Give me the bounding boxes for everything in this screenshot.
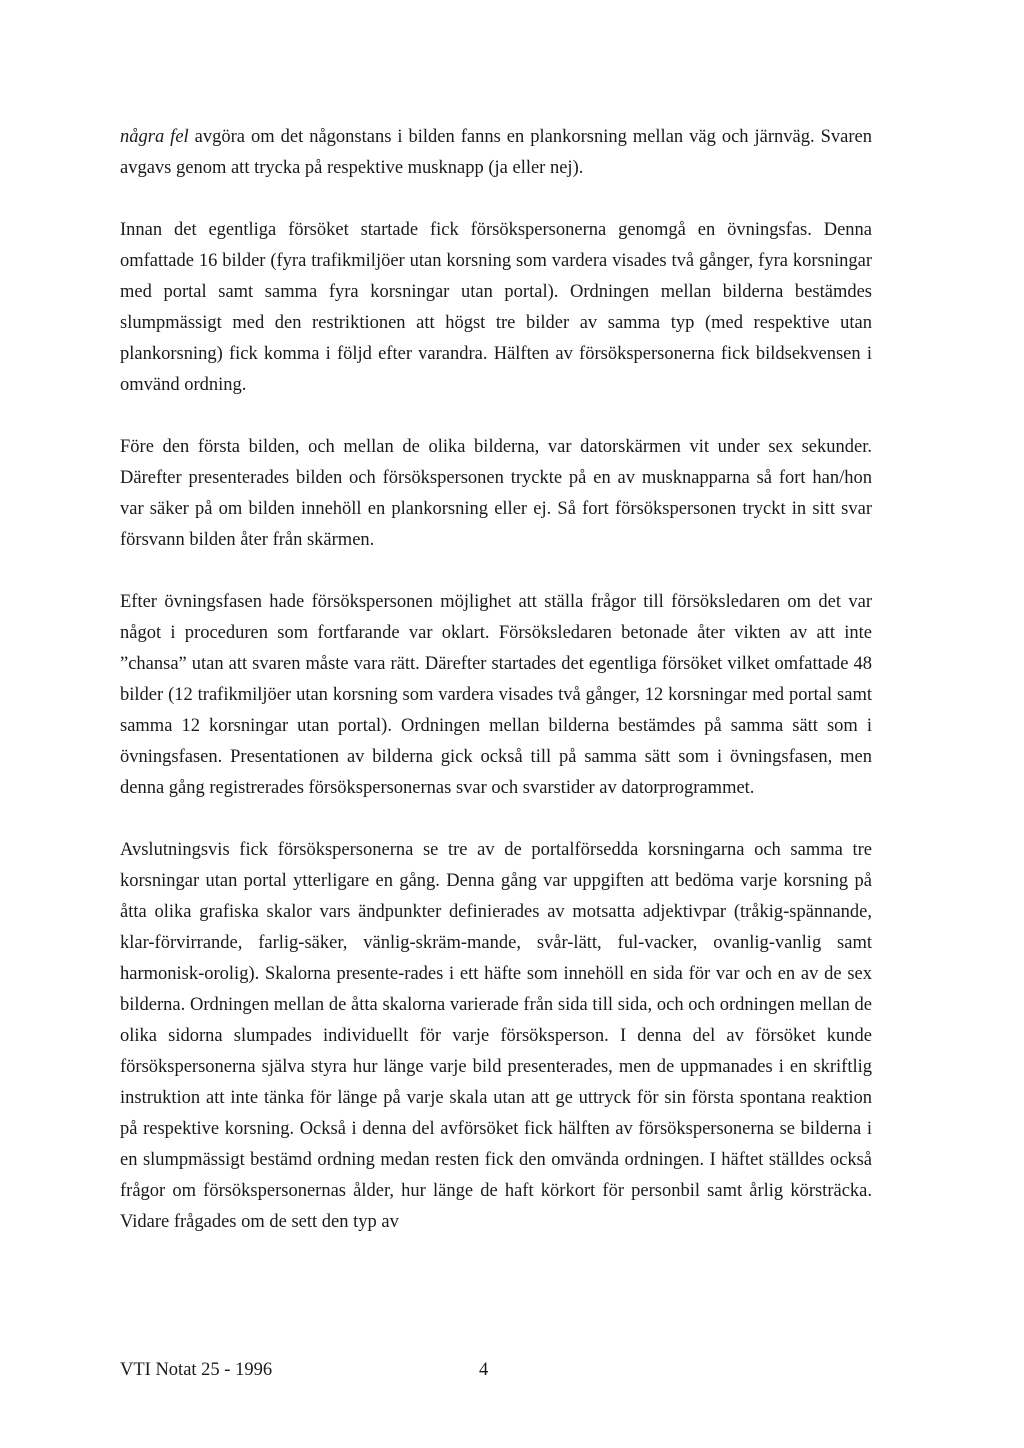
paragraph-1-text: avgöra om det någonstans i bilden fanns en plankorsning mellan väg och järnväg. Svaren avgavs genom att trycka på respektive musknapp (ja eller nej). <box>120 127 872 178</box>
paragraph-3: Före den första bilden, och mellan de olika bilderna, var datorskärmen vit under sex sekunder. Därefter presenterades bilden och försökspersonen tryckte på en av musknapparna så fort han/hon var säker på om bilden innehöll en plankorsning eller ej. Så fort försökspersonen tryckt in sitt svar försvann bilden åter från skärmen. <box>120 437 872 550</box>
paragraph-2: Innan det egentliga försöket startade fick försökspersonerna genomgå en övningsfas. Denna omfattade 16 bilder (fyra trafikmiljöer utan korsning som vardera visades två gånger, fyra korsningar med portal samt samma fyra korsningar utan portal). Ordningen mellan bilderna bestämdes slumpmässigt med den restriktionen att högst tre bilder av samma typ (med respektive utan plankorsning) fick komma i följd efter varandra. Hälften av försökspersonerna fick bildsekvensen i omvänd ordning. <box>120 220 872 395</box>
document-id: VTI Notat 25 - 1996 <box>120 1360 273 1380</box>
page-body <box>120 122 872 1269</box>
italic-lead: några fel <box>120 127 189 147</box>
paragraph-5: Avslutningsvis fick försökspersonerna se tre av de portalförsedda korsningarna och samma tre korsningar utan portal ytterligare en gång. Denna gång var uppgiften att bedöma varje korsning på åtta olika grafiska skalor vars ändpunkter definierades av motsatta adjektivpar (tråkig-spännande, klar-förvirrande, farlig-säker, vänlig-skräm-mande, svår-lätt, ful-vacker, ovanlig-vanlig samt harmonisk-orolig). Skalorna presente-rades i ett häfte som innehöll en sida för var och en av de sex bilderna. Ordningen mellan de åtta skalorna varierade från sida till sida, och och ordningen mellan de olika sidorna slumpades individuellt för varje försöksperson. I denna del av försöket kunde försökspersonerna själva styra hur länge varje bild presenterades, men de uppmanades i en skriftlig instruktion att inte tänka för länge på varje skala utan att ge uttryck för sin första spontana reaktion på respektive korsning. Också i denna del avförsöket fick hälften av försökspersonerna se bilderna i en slumpmässigt bestämd ordning medan resten fick den omvända ordningen. I häftet ställdes också frågor om försökspersonernas ålder, hur länge de haft körkort för personbil samt årlig körsträcka. Vidare frågades om de sett den typ av <box>120 840 872 1232</box>
paragraph-1 <box>120 122 872 184</box>
page-number: 4 <box>479 1360 489 1380</box>
paragraph-4: Efter övningsfasen hade försökspersonen möjlighet att ställa frågor till försöksledaren om det var något i proceduren som fortfarande var oklart. Försöksledaren betonade åter vikten av att inte ”chansa” utan att svaren måste vara rätt. Därefter startades det egentliga försöket vilket omfattade 48 bilder (12 trafikmiljöer utan korsning som vardera visades två gånger, 12 korsningar med portal samt samma 12 korsningar utan portal). Ordningen mellan bilderna bestämdes på samma sätt som i övningsfasen. Presentationen av bilderna gick också till på samma sätt som i övningsfasen, men denna gång registrerades försökspersonernas svar och svarstider av datorprogrammet. <box>120 592 872 798</box>
